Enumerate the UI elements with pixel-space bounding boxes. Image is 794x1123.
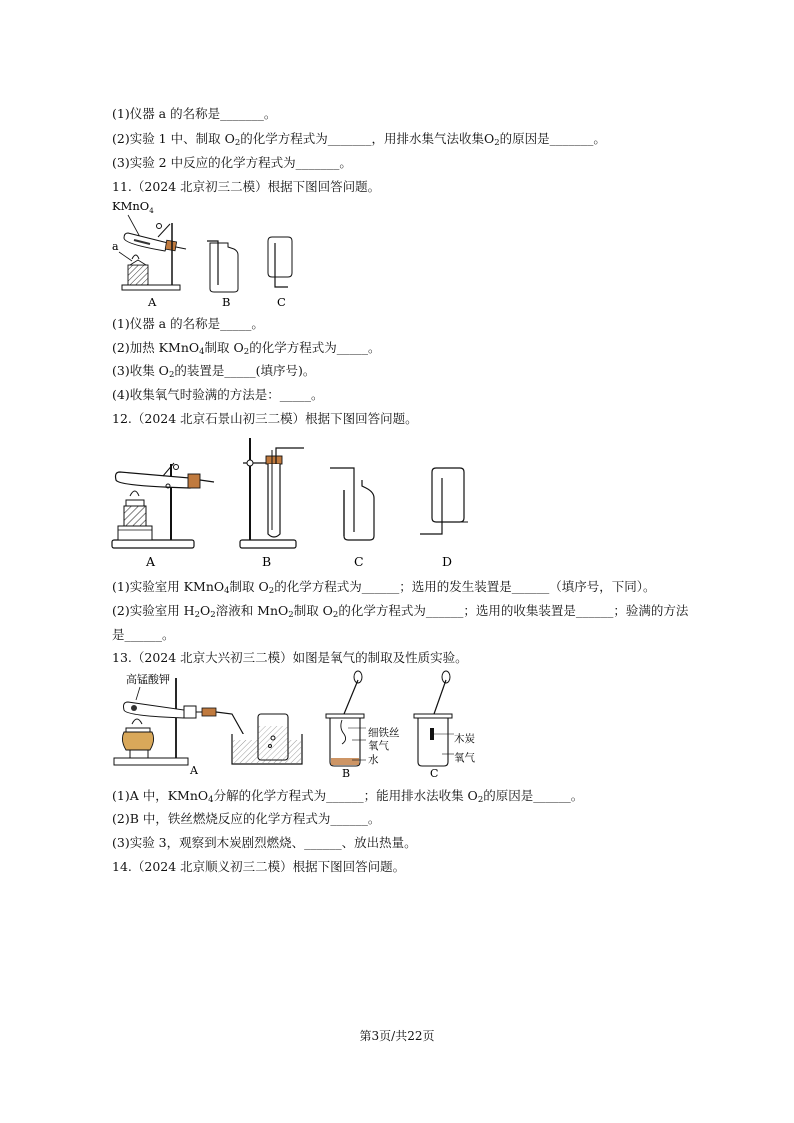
q12-label-B: B xyxy=(262,554,272,569)
q12-label-D: D xyxy=(442,554,453,569)
q13-water-label: 水 xyxy=(368,754,379,766)
q13-charcoal-label: 木炭 xyxy=(454,733,475,745)
q12-label-A: A xyxy=(146,554,156,569)
page-footer: 第3页/共22页 xyxy=(359,1029,435,1043)
q12-stem: 12.（2024 北京石景山初三二模）根据下图回答问题。 xyxy=(112,411,418,426)
q13-stem: 13.（2024 北京大兴初三二模）如图是氧气的制取及性质实验。 xyxy=(112,650,468,665)
q11-label-a: a xyxy=(112,240,119,253)
q10-part3: (3)实验 2 中反应的化学方程式为_______。 xyxy=(112,155,352,170)
q13-label-B: B xyxy=(342,767,351,780)
q11-label-B: B xyxy=(222,295,231,309)
q12-part2-cont: 是______。 xyxy=(112,627,175,642)
q13-part1: (1)A 中，KMnO$_4$分解的化学方程式为______；能用排水法收集 $O_2$的原因是______。 xyxy=(112,788,584,805)
q10-part1: (1)仪器 a 的名称是_______。 xyxy=(112,106,277,121)
q11-kmno4-label: KMnO$_4$ xyxy=(112,199,154,215)
q13-oxygen-b-label: 氧气 xyxy=(368,740,389,752)
q11-label-A: A xyxy=(148,295,157,309)
q12-figure xyxy=(108,430,488,572)
q11-figure xyxy=(110,197,310,312)
q11-part1: (1)仪器 a 的名称是_____。 xyxy=(112,316,264,331)
q10-part2: (2)实验 1 中、制取 $O_2$的化学方程式为_______，用排水集气法收集$O_2$的原因是_______。 xyxy=(112,131,606,148)
q13-part2: (2)B 中，铁丝燃烧反应的化学方程式为______。 xyxy=(112,811,381,826)
q11-part2: (2)加热 KMnO$_4$制取 $O_2$的化学方程式为_____。 xyxy=(112,340,381,357)
q13-label-C: C xyxy=(430,767,439,780)
q13-figure xyxy=(112,670,482,782)
q13-iron-wire-label: 细铁丝 xyxy=(368,727,400,739)
q11-part3: (3)收集 $O_2$的装置是_____(填序号)。 xyxy=(112,363,316,380)
q11-label-C: C xyxy=(277,295,286,309)
q11-part4: (4)收集氧气时验满的方法是：_____。 xyxy=(112,387,324,402)
q13-part3: (3)实验 3，观察到木炭剧烈燃烧、______、放出热量。 xyxy=(112,835,417,850)
q12-label-C: C xyxy=(354,554,364,569)
q13-oxygen-c-label: 氧气 xyxy=(454,752,475,764)
q11-stem: 11.（2024 北京初三二模）根据下图回答问题。 xyxy=(112,179,381,194)
q14-stem: 14.（2024 北京顺义初三二模）根据下图回答问题。 xyxy=(112,859,406,874)
q12-part1: (1)实验室用 KMnO$_4$制取 $O_2$的化学方程式为______；选用的发生装置是______（填序号，下同）。 xyxy=(112,579,656,596)
q13-label-A: A xyxy=(190,764,198,777)
q13-kmno4-label: 高锰酸钾 xyxy=(126,673,170,686)
q12-part2: (2)实验室用 $H_2O_2$溶液和 MnO$_2$制取 $O_2$的化学方程式为______；选用的收集装置是______；验满的方法 xyxy=(112,603,689,620)
